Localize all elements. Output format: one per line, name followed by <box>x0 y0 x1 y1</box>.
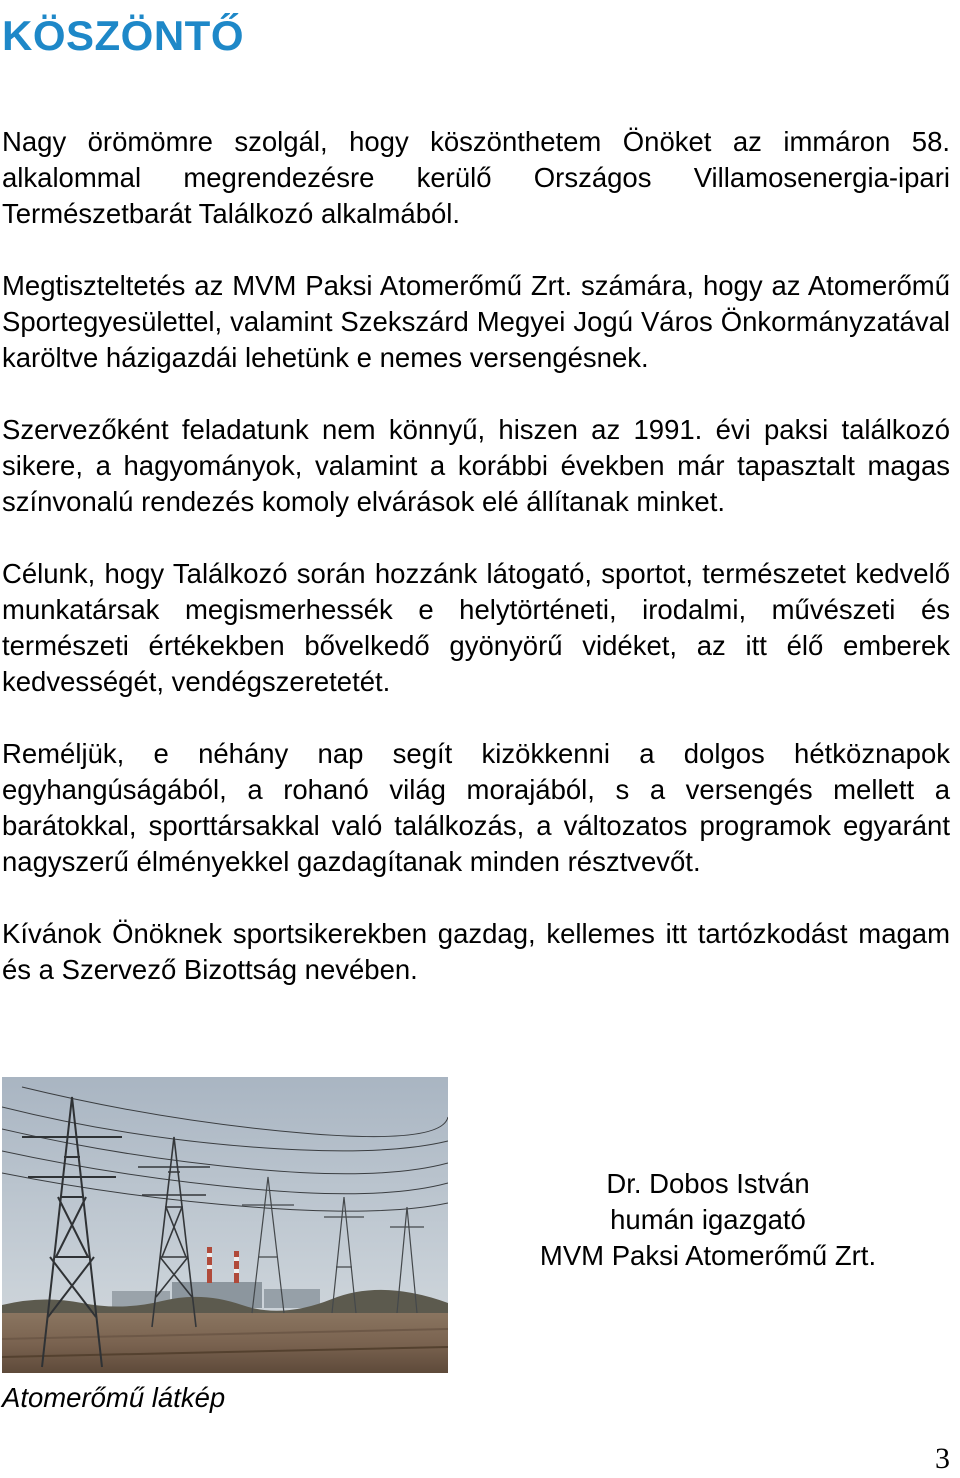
paragraph-goal: Célunk, hogy Találkozó során hozzánk látogató, sportot, természetet kedvelő munkatársak megismerhessék e helytörténeti, irodalmi, művészeti és természeti értékekben bővelkedő gyönyörű vidéket, az itt élő emberek kedvességét, vendégszeretetét. <box>2 558 950 697</box>
paragraph-intro: Nagy örömömre szolgál, hogy köszönthetem Önöket az immáron 58. alkalommal megrendezésre kerülő Országos Villamosenergia-ipari Természetbarát Találkozó alkalmából. <box>2 126 950 229</box>
body-text <box>2 124 950 1024</box>
page-title: KÖSZÖNTŐ <box>2 12 244 59</box>
signature-position: humán igazgató <box>610 1204 806 1235</box>
paragraph-organizers: Szervezőként feladatunk nem könnyű, hiszen az 1991. évi paksi találkozó sikere, a hagyományok, valamint a korábbi években már tapasztalt magas színvonalú rendezés komoly elvárások elé állítanak minket. <box>2 414 950 517</box>
photo-caption: Atomerőmű látkép <box>2 1382 226 1413</box>
power-plant-photo <box>2 1077 448 1373</box>
paragraph-honor: Megtiszteltetés az MVM Paksi Atomerőmű Zrt. számára, hogy az Atomerőmű Sportegyesülettel, valamint Szekszárd Megyei Jogú Város Önkormányzatával karöltve házigazdái lehetünk e nemes versengésnek. <box>2 270 950 373</box>
page-number: 3 <box>935 1442 950 1475</box>
paragraph-hope: Reméljük, e néhány nap segít kizökkenni a dolgos hétköznapok egyhangúságából, a rohanó világ morajából, s a versengés mellett a barátokkal, sporttársakkal való találkozás, a változatos programok egyaránt nagyszerű élményekkel gazdagítanak minden résztvevőt. <box>2 738 950 877</box>
paragraph-wishes: Kívánok Önöknek sportsikerekben gazdag, kellemes itt tartózkodást magam és a Szervező Bizottság nevében. <box>2 918 950 985</box>
signature-block <box>488 1166 928 1274</box>
signature-name: Dr. Dobos István <box>606 1168 810 1199</box>
signature-organization: MVM Paksi Atomerőmű Zrt. <box>539 1240 877 1271</box>
